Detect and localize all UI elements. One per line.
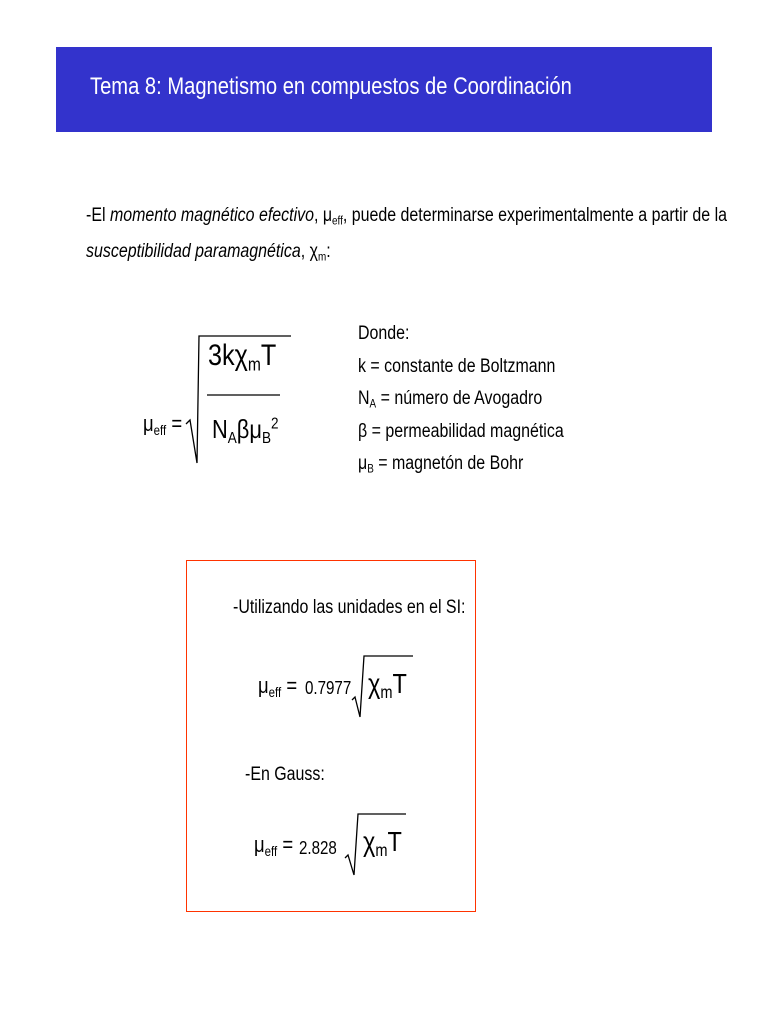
symbol-mu: μ [258,673,269,698]
subscript-m: m [375,840,388,861]
si-mu-eff [258,673,297,699]
term-paramagnetic-susceptibility: susceptibilidad paramagnética [86,241,301,262]
subscript-m: m [247,353,261,375]
intro-text: -El [86,205,110,226]
legend-mub-text: = magnetón de Bohr [373,453,524,474]
legend-mub [358,448,564,481]
symbol-t: T [260,339,277,372]
subscript-b: B [261,428,271,447]
intro-text: , [313,205,323,226]
intro-text: , puede determinarse experimentalmente a partir de la [342,205,728,226]
fraction-denominator [212,414,279,445]
equals-sign: = [166,411,183,436]
symbol-chi: χ [234,339,248,372]
symbol-chi: χ [368,668,381,699]
subscript-m: m [380,682,393,703]
gauss-mu-eff [254,832,293,858]
symbol-mu: μ [249,414,262,444]
gauss-label: -En Gauss: [245,764,325,785]
slide-title: Tema 8: Magnetismo en compuestos de Coordinación [90,73,572,100]
symbol-n: N [212,414,228,444]
title-banner [56,47,712,132]
gauss-chi-m-t [363,826,402,861]
legend-na-text: = número de Avogadro [376,388,543,409]
legend-k: k = constante de Boltzmann [358,355,556,377]
equals-sign: = [277,832,294,857]
legend-title: Donde: [358,323,410,344]
fraction-numerator [208,339,276,373]
subscript-a: A [227,428,237,447]
term-effective-moment: momento magnético efectivo [109,205,314,226]
subscript-eff: eff [332,214,343,228]
superscript-2: 2 [270,414,279,433]
legend-beta: β = permeabilidad magnética [358,420,564,442]
symbol-chi: χ [309,241,318,262]
si-units-label: -Utilizando las unidades en el SI: [233,597,466,618]
symbol-beta: β [236,414,250,444]
si-chi-m-t [368,668,407,703]
symbol-chi: χ [363,826,376,857]
intro-text: : [326,241,331,262]
intro-line-1 [86,198,727,234]
gauss-constant: 2.828 [299,838,337,858]
subscript-b: B [367,462,374,476]
symbol-mu: μ [322,205,333,226]
symbol-t: T [387,826,402,857]
subscript-a: A [369,397,377,411]
variable-legend [358,318,603,481]
intro-text: , [300,241,310,262]
intro-line-2 [86,234,727,270]
si-constant: 0.7977 [305,678,352,698]
num-3k: 3k [208,339,235,372]
subscript-m: m [317,250,327,264]
intro-paragraph [86,198,768,270]
symbol-t: T [392,668,407,699]
mu-eff-lhs [143,411,182,437]
symbol-mu: μ [254,832,265,857]
subscript-eff: eff [264,844,278,860]
symbol-mu: μ [358,453,368,474]
symbol-mu: μ [143,411,154,436]
legend-na [358,383,564,416]
subscript-eff: eff [153,423,167,439]
subscript-eff: eff [268,685,282,701]
symbol-n: N [358,388,370,409]
equals-sign: = [281,673,298,698]
